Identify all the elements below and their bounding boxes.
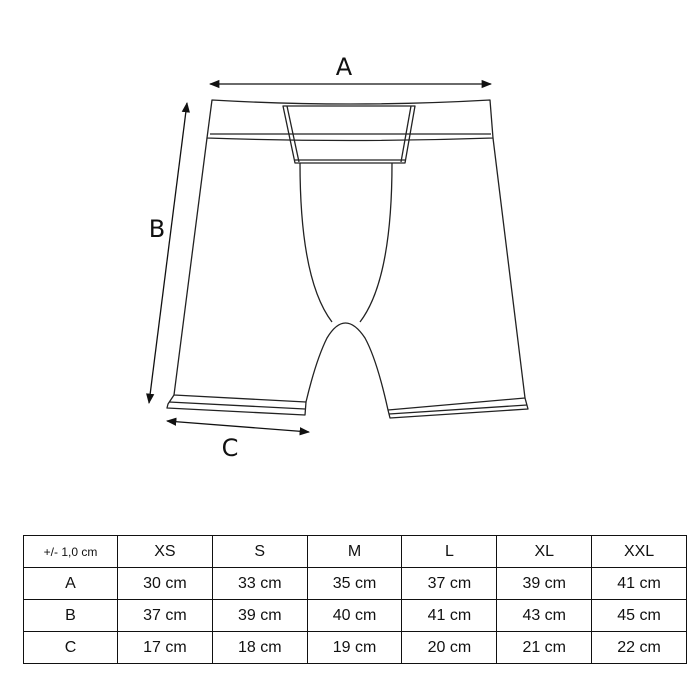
measurement-cell: 17 cm [118,632,213,664]
measurement-cell: 18 cm [212,632,307,664]
size-header: XS [118,536,213,568]
measurement-cell: 39 cm [212,600,307,632]
dimension-b-label: B [148,215,166,243]
table-row [24,568,687,600]
measurement-cell: 22 cm [592,632,687,664]
measurement-cell: 45 cm [592,600,687,632]
size-header-row [24,536,687,568]
measurement-cell: 35 cm [307,568,402,600]
row-label: B [24,600,118,632]
measurement-cell: 41 cm [592,568,687,600]
table-row [24,600,687,632]
measurement-cell: 37 cm [402,568,497,600]
size-header: S [212,536,307,568]
dimension-b-arrow [149,103,187,403]
measurement-cell: 21 cm [497,632,592,664]
dimension-a-label: A [335,53,353,81]
measurement-cell: 41 cm [402,600,497,632]
tolerance-cell: +/- 1,0 cm [24,536,118,568]
measurement-cell: 39 cm [497,568,592,600]
size-header: XL [497,536,592,568]
dimension-c-label: C [221,434,239,462]
measurement-cell: 19 cm [307,632,402,664]
dimension-arrows [149,84,491,432]
measurement-cell: 30 cm [118,568,213,600]
size-header: L [402,536,497,568]
body-outline [174,138,525,410]
measurement-cell: 33 cm [212,568,307,600]
measurement-cell: 37 cm [118,600,213,632]
size-header: M [307,536,402,568]
size-header: XXL [592,536,687,568]
table-row [24,632,687,664]
shorts-outline [167,100,528,418]
dimension-c-arrow [167,421,309,432]
pouch-seam [300,163,332,322]
measurement-cell: 43 cm [497,600,592,632]
measurement-cell: 20 cm [402,632,497,664]
row-label: A [24,568,118,600]
size-table [23,535,687,664]
row-label: C [24,632,118,664]
measurement-cell: 40 cm [307,600,402,632]
